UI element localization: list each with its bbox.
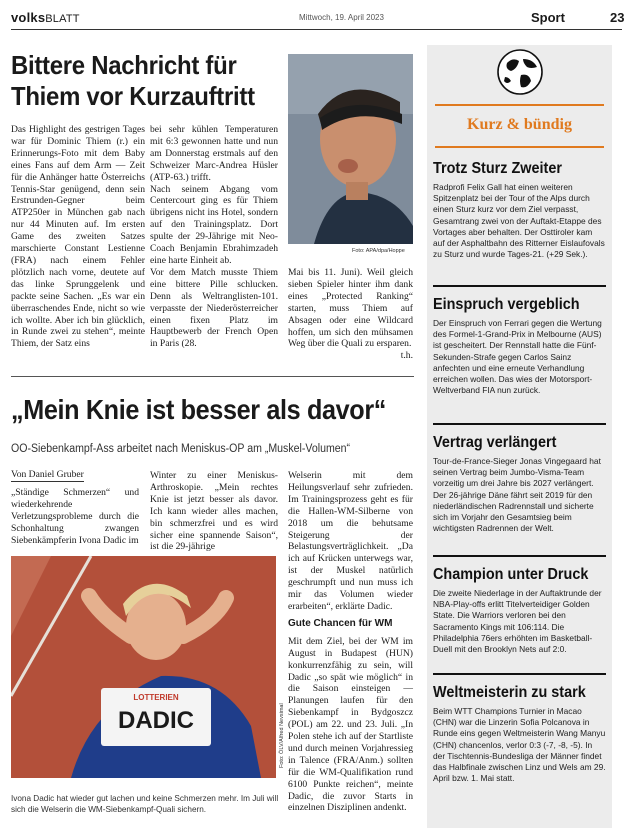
news-text: Radprofi Felix Gall hat einen weiteren Spitzenplatz bei der Tour of the Alps durch einen Sturz kurz vor dem Ziel verpasst, Gesamtrang zwei von der Auftakt-Etappe des Vortages aber behalten. Der Osttiroler kam auf der Asphaltbahn des Ritterner Eislaufovals zu Sturz und wurde Tages-21. (+29 Sek.). xyxy=(433,182,605,260)
news-item xyxy=(433,285,606,396)
photo-caption: Ivona Dadic hat wieder gut lachen und keine Schmerzen mehr. Im Juli will sich die Welserin die WM-Siebenkampf-Quali sichern. xyxy=(11,794,279,814)
article2-column-2 xyxy=(150,470,278,553)
news-text: Tour-de-France-Sieger Jonas Vingegaard hat seinen Vertrag beim Jumbo-Visma-Team vorzeitig um drei Jahre bis 2027 verlängert. Der 26-jährige Däne fährt seit 2019 für den niederländischen Radrennstall und sicherte sich im Vorjahr den Gesamtsieg beim wichtigsten Radrennen der Welt. xyxy=(433,456,601,534)
bib-sponsor: LOTTERIEN xyxy=(133,693,179,702)
article1-column-1 xyxy=(11,124,145,350)
globe-icon xyxy=(491,47,549,97)
news-item xyxy=(433,423,606,534)
news-headline: Weltmeisterin zu stark xyxy=(433,684,586,701)
news-sidebar xyxy=(427,45,612,828)
article1-signature: t.h. xyxy=(400,350,413,362)
issue-date: Mittwoch, 19. April 2023 xyxy=(299,13,384,22)
article2-subtitle: OÖ-Siebenkampf-Ass arbeitet nach Meniskus-OP am „Muskel-Volumen“ xyxy=(11,443,351,455)
news-divider xyxy=(433,673,606,675)
news-headline: Champion unter Druck xyxy=(433,566,589,583)
news-divider xyxy=(433,423,606,425)
news-text: Die zweite Niederlage in der Auftaktrunde der NBA-Play-offs erlitt Titelverteidiger Golden State. Die Warriors verloren bei den Sacramento Kings mit 106:114. Die Philadelphia 76ers erhöhten im Basketball-Duell mit den Brooklyn Nets auf 2:0. xyxy=(433,588,602,655)
article1-paragraph: Mai bis 11. Juni). Weil gleich sieben Spieler hinter ihm dank eines „Protected Ranking“ starten, muss Thiem auf Absagen oder eine Wildcard hoffen, um sich den mühsamen Weg über die Quali zu ersparen. xyxy=(288,267,413,350)
dadic-athlete-illustration xyxy=(11,556,276,778)
thiem-portrait-illustration xyxy=(288,54,413,244)
page-number: 23 xyxy=(610,10,625,25)
article2-column-3 xyxy=(288,470,413,814)
article2-paragraph: Welserin mit dem Heilungsverlauf sehr zufrieden. Im Trainingsprozess geht es für die Hallen-WM-Silberne von 2018 um die behutsame Steigerung der Belastungsverträglichkeit. „Da ich auf Krücken unterwegs war, ist der Muskel natürlich geschrumpft und nun muss ich mir das Volumen wieder erarbeiten“, erklärte Dadic. xyxy=(288,470,413,612)
sidebar-title: Kurz & bündig xyxy=(467,116,572,133)
article1-column-3 xyxy=(288,267,413,362)
news-headline: Trotz Sturz Zweiter xyxy=(433,160,562,177)
section-name: Sport xyxy=(531,10,565,25)
article2-byline: Von Daniel Gruber xyxy=(11,469,84,480)
article2-subheading: Gute Chancen für WM xyxy=(288,617,393,629)
article-divider xyxy=(11,376,414,377)
thiem-photo xyxy=(288,54,413,244)
news-headline: Einspruch vergeblich xyxy=(433,296,580,313)
article1-paragraph: Nach seinem Abgang vom Centercourt ging es für Thiem übrigens nicht ins Hotel, sondern auf den Trainingsplatz. Dort spulte der 29-Jährige mit Neo-Coach Benjamin Ebrahimzadeh eine harte Einheit ab. xyxy=(150,183,278,266)
news-divider xyxy=(433,285,606,287)
photo-credit: Foto: ÖLV/Alfred Nevsimal xyxy=(279,703,285,768)
publication-logo: volksBLATT xyxy=(11,10,80,25)
news-text: Beim WTT Champions Turnier in Macao (CHN) war die Linzerin Sofia Polcanova in Runde eins gegen Weltmeisterin Wang Manyu (CHN) chancenlos, verlor 0:3 (-7, -8, -5). In der Tischtennis-Bundesliga der Männer findet das Halbfinale zwischen Linz und Wels am 29. April bzw. 1. Mai statt. xyxy=(433,706,606,784)
bib-name: DADIC xyxy=(118,707,194,734)
page-header xyxy=(11,8,625,30)
article1-paragraph: Vor dem Match musste Thiem eine bittere Pille schlucken. Denn als Weltranglisten-101. verpasste der Niederösterreicher einen fixen Platz im Hauptbewerb der French Open in Paris (28. xyxy=(150,266,278,350)
news-text: Der Einspruch von Ferrari gegen die Wertung des Formel-1-Grand-Prix in Melbourne (AUS) ist gescheitert. Der Rennstall hatte die Fünf-Sekunden-Strafe gegen Carlos Sainz anfechten und eine erneute Verhandlung erreichen wollen. Das wies der Motorsport-Weltverband FIA nun zurück. xyxy=(433,318,602,396)
article1-column-2 xyxy=(150,124,278,350)
sidebar-rule xyxy=(435,146,604,148)
news-item xyxy=(433,159,606,260)
news-item xyxy=(433,673,606,784)
news-item xyxy=(433,555,606,655)
news-divider xyxy=(433,555,606,557)
article2-paragraph: Mit dem Ziel, bei der WM im August in Budapest (HUN) konkurrenzfähig zu sein, will Dadic „so spät wie möglich“ in die Saison einsteigen — Planungen laufen für den Siebenkampf in Bydgoszcz (POL) am 22. und 23. Juli. „In Polen stehe ich auf der Startliste und durch meinen Vorjahressieg in Talence (FRA/Anm.) sollten für die WM-Qualifikation rund 6100 Punkte reichen“, meinte Dadic, die zuvor Starts in einzelnen Disziplinen andenkt. xyxy=(288,635,413,814)
article2-column-1 xyxy=(11,487,139,547)
dadic-photo xyxy=(11,556,276,778)
sidebar-rule xyxy=(435,104,604,106)
article2-headline: „Mein Knie ist besser als davor“ xyxy=(11,394,387,425)
article1-paragraph: bei sehr kühlen Temperaturen mit 6:3 gewonnen hatte und nun am Donnerstag erstmals auf den Schweizer Marc-Andrea Hüsler (ATP-63.) trifft. xyxy=(150,124,278,183)
article1-headline: Bittere Nachricht für Thiem vor Kurzauftritt xyxy=(11,50,255,111)
photo-credit: Foto: APA/dpa/Hoppe xyxy=(352,248,405,254)
article2-paragraph: „Ständige Schmerzen“ und wiederkehrende Verletzungsprobleme durch die Schonhaltung zwangen Siebenkämpferin Ivona Dadic im xyxy=(11,487,139,546)
article1-paragraph: Das Highlight des gestrigen Tages war für Dominic Thiem (r.) ein Erinnerungs-Foto mit dem Baby eines Fans auf dem Arm — Zeit für die Anhänger hatte Österreichs Tennis-Star genügend, denn sein Erstrunden-Gegner beim ATP250er in München gab nach nur 44 Minuten auf. Im ersten Game des zweiten Satzes marschierte Constant Lestienne (FRA) nach einem Fehler plötzlich nach vorne, deutete auf das linke Sprunggelenk und packte seine Sachen. „Es war ein überraschendes Ende, nicht so wie ich wollte. Aber ich bin glücklich, in Runde zwei zu stehen“, meinte Thiem, der Satz eins xyxy=(11,124,145,350)
article2-paragraph: Winter zu einer Meniskus-Arthroskopie. „Mein rechtes Knie ist jetzt besser als davor. Ich kann wieder alles machen, bin schmerzfrei und es wird sicher eine spannende Saison“, ist die 29-jährige xyxy=(150,470,278,553)
news-headline: Vertrag verlängert xyxy=(433,434,557,451)
